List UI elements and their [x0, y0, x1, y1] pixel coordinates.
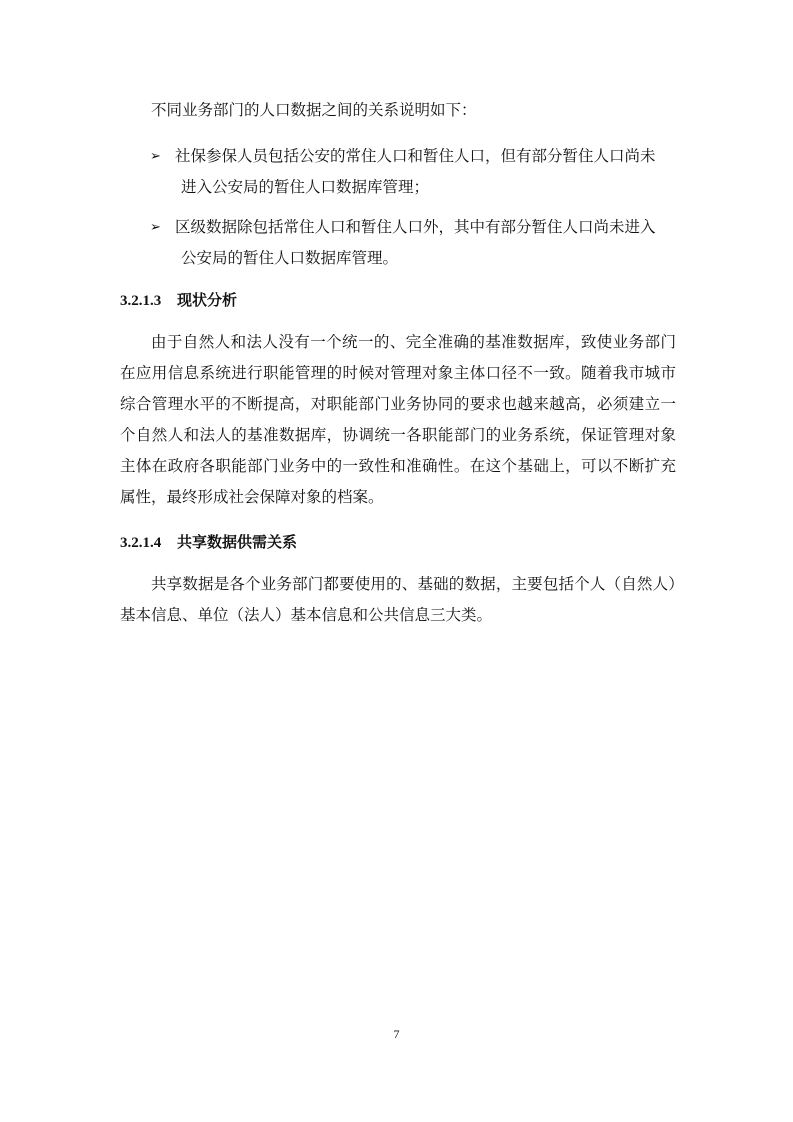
bullet-text — [150, 212, 676, 274]
bullet-text — [150, 141, 676, 203]
bullet-line-2: 公安局的暂住人口数据库管理。 — [181, 249, 399, 267]
bullet-item — [150, 141, 676, 203]
section-body-paragraph: 共享数据是各个业务部门都要使用的、基础的数据，主要包括个人（自然人）基本信息、单位（法人）基本信息和公共信息三大类。 — [120, 575, 676, 624]
section-title: 现状分析 — [177, 291, 238, 309]
section-title: 共享数据供需关系 — [177, 533, 298, 551]
arrow-bullet-icon: ➢ — [150, 149, 161, 164]
bullet-line-2: 进入公安局的暂住人口数据库管理； — [181, 178, 430, 196]
arrow-bullet-icon: ➢ — [150, 220, 161, 235]
section-body-paragraph: 由于自然人和法人没有一个统一的、完全准确的基准数据库，致使业务部门在应用信息系统进行职能管理的时候对管理对象主体口径不一致。随着我市城市综合管理水平的不断提高，对职能部门业务协同的要求也越来越高，必须建立一个自然人和法人的基准数据库，协调统一各职能部门的业务系统，保证管理对象主体在政府各职能部门业务中的一致性和准确性。在这个基础上，可以不断扩充属性，最终形成社会保障对象的档案。 — [120, 333, 676, 506]
page-number: 7 — [393, 1027, 400, 1041]
bullet-item — [150, 212, 676, 274]
section-heading — [120, 530, 297, 555]
section-number: 3.2.1.3 — [120, 293, 162, 309]
section-number: 3.2.1.4 — [120, 535, 162, 551]
bullet-line-1: 社保参保人员包括公安的常住人口和暂住人口，但有部分暂住人口尚未 — [175, 147, 656, 165]
bullet-line-1: 区级数据除包括常住人口和暂住人口外，其中有部分暂住人口尚未进入 — [175, 218, 656, 236]
section-heading — [120, 288, 237, 313]
intro-paragraph: 不同业务部门的人口数据之间的关系说明如下： — [151, 101, 477, 119]
